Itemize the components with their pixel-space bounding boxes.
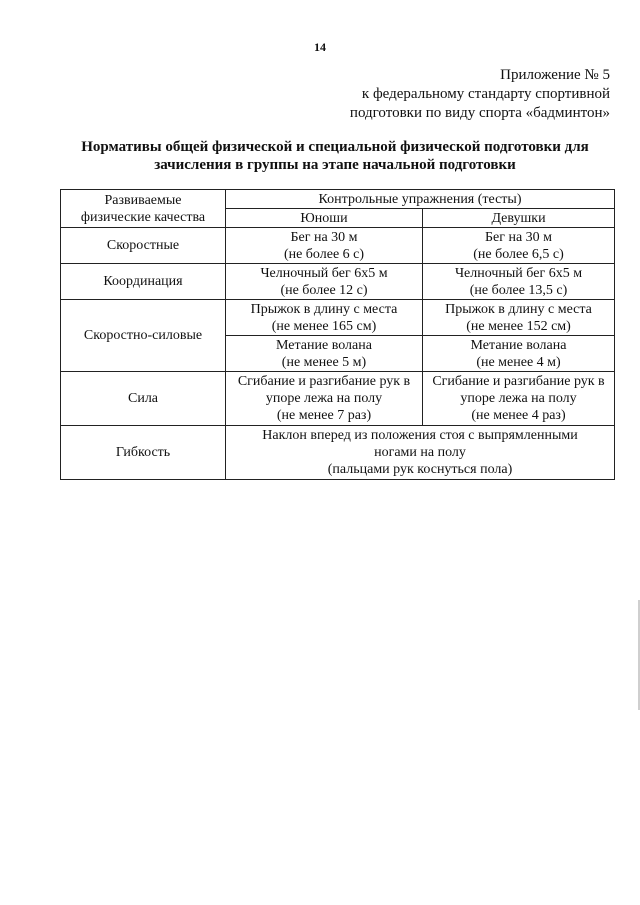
cell-line: (не менее 165 см) <box>271 318 377 334</box>
table-row <box>61 372 615 426</box>
boys-cell <box>226 228 423 264</box>
table-header-row <box>61 190 615 209</box>
table-row <box>61 426 615 480</box>
table-row <box>61 228 615 264</box>
girls-cell <box>423 264 615 300</box>
appendix-line: Приложение № 5 <box>500 67 610 83</box>
table-row <box>61 300 615 336</box>
appendix-line: к федеральному стандарту спортивной <box>361 86 610 102</box>
quality-cell: Координация <box>61 264 226 300</box>
quality-cell: Скоростно-силовые <box>61 300 226 372</box>
cell-line: (не менее 152 см) <box>466 318 571 334</box>
title-line: Нормативы общей физической и специальной физической подготовки для <box>81 139 589 155</box>
header-qualities <box>61 190 226 228</box>
girls-cell <box>423 336 615 372</box>
appendix-line: подготовки по виду спорта «бадминтон» <box>349 105 610 121</box>
header-qualities-line: Развиваемые <box>104 192 182 208</box>
cell-line: Метание волана <box>470 337 567 353</box>
header-boys: Юноши <box>226 209 423 228</box>
cell-line: упоре лежа на полу <box>460 391 577 406</box>
cell-line: (не более 6 с) <box>283 246 365 262</box>
header-qualities-line: физические качества <box>80 209 206 225</box>
table-row <box>61 264 615 300</box>
norms-table <box>60 189 615 480</box>
cell-line: Бег на 30 м <box>290 229 358 245</box>
quality-cell: Гибкость <box>61 426 226 480</box>
cell-line: Сгибание и разгибание рук в <box>237 374 411 389</box>
cell-line: (не более 13,5 с) <box>469 282 568 298</box>
cell-line: ногами на полу <box>374 445 466 460</box>
cell-line: (не менее 4 раз) <box>471 408 566 423</box>
cell-line: Челночный бег 6х5 м <box>260 265 388 281</box>
cell-line: упоре лежа на полу <box>265 391 383 406</box>
boys-cell <box>226 372 423 426</box>
cell-line: Метание волана <box>276 337 372 353</box>
cell-line: (не более 12 с) <box>280 282 368 298</box>
appendix-header <box>250 66 610 123</box>
boys-cell <box>226 300 423 336</box>
boys-cell <box>226 336 423 372</box>
cell-line: Бег на 30 м <box>484 229 553 245</box>
cell-line: Прыжок в длину с места <box>250 301 398 317</box>
page-number: 14 <box>314 40 326 54</box>
girls-cell <box>423 228 615 264</box>
girls-cell <box>423 300 615 336</box>
quality-cell: Сила <box>61 372 226 426</box>
cell-line: Наклон вперед из положения стоя с выпрямленными <box>262 428 578 443</box>
header-girls: Девушки <box>423 209 615 228</box>
cell-line: (не менее 5 м) <box>281 354 367 370</box>
title-line: зачисления в группы на этапе начальной подготовки <box>154 157 516 173</box>
boys-cell <box>226 264 423 300</box>
both-cell <box>226 426 615 480</box>
cell-line: (не менее 7 раз) <box>276 408 372 423</box>
header-tests: Контрольные упражнения (тесты) <box>226 190 615 209</box>
cell-line: Челночный бег 6х5 м <box>454 265 583 281</box>
cell-line: (не более 6,5 с) <box>473 246 564 262</box>
cell-line: (пальцами рук коснуться пола) <box>327 462 513 477</box>
girls-cell <box>423 372 615 426</box>
cell-line: Сгибание и разгибание рук в <box>432 374 605 389</box>
quality-cell: Скоростные <box>61 228 226 264</box>
cell-line: (не менее 4 м) <box>476 354 561 370</box>
cell-line: Прыжок в длину с места <box>445 301 592 317</box>
document-title <box>60 138 610 174</box>
